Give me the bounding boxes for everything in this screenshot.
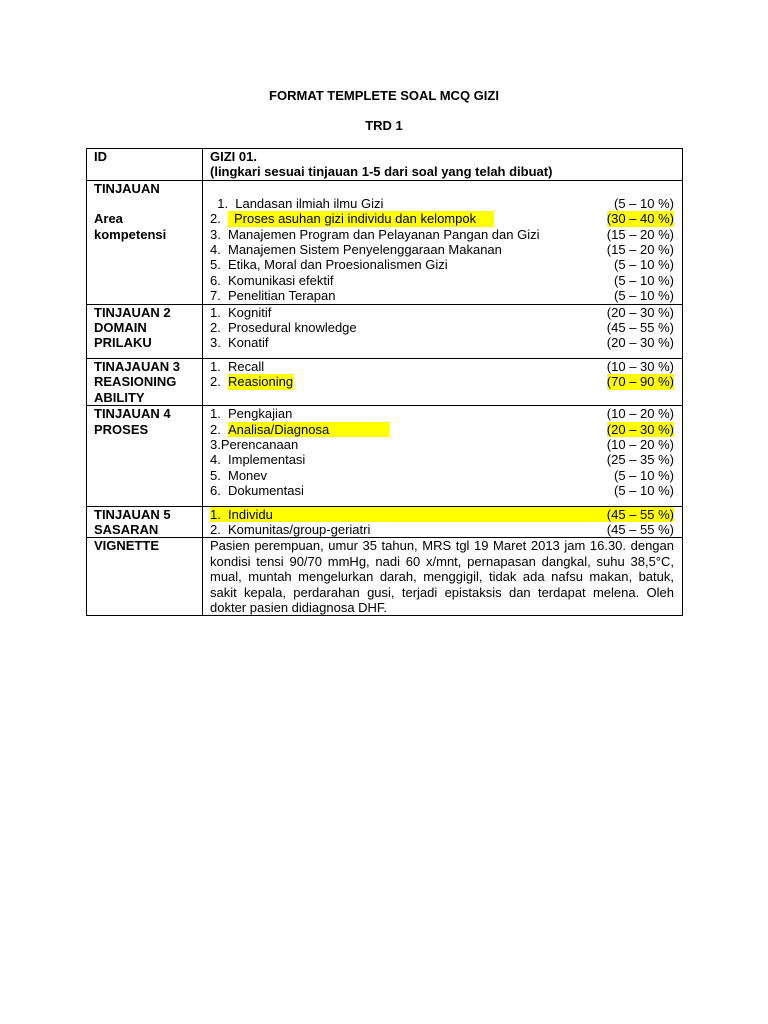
tinjauan5-row: [87, 506, 683, 538]
item-number: 1.: [210, 304, 221, 320]
mcq-template-table: [86, 148, 683, 616]
item-percentage: (70 – 90 %): [606, 374, 674, 390]
tinjauan3-items: [203, 358, 683, 405]
item-text: Manajemen Sistem Penyelenggaraan Makanan: [228, 242, 502, 258]
item-percentage: (5 – 10 %): [614, 272, 674, 288]
item-text: Implementasi: [228, 452, 306, 468]
tinjauan1-sublabel: Area kompetensi: [94, 211, 167, 242]
tinjauan5-label: TINJAUAN 5 SASARAN: [87, 506, 203, 538]
list-item: [210, 468, 674, 483]
item-percentage: (5 – 10 %): [614, 288, 674, 304]
vignette-text: Pasien perempuan, umur 35 tahun, MRS tgl 19 Maret 2013 jam 16.30. dengan kondisi tensi 90/70 mmHg, nadi 60 x/mnt, pernapasan dangkal, suhu 38,5°C, mual, muntah mengelurkan darah, menggigil, tidak ada nafsu makan, batuk, sakit kepala, perdarahan gusi, terjadi epistaksis dan terdapat melena. Oleh dokter pasien didiagnosa DHF.: [203, 538, 683, 616]
item-text: Dokumentasi: [228, 483, 304, 499]
item-percentage: (20 – 30 %): [606, 421, 674, 437]
list-item: [210, 288, 674, 303]
item-text: Individu: [228, 506, 273, 522]
item-percentage: (5 – 10 %): [614, 257, 674, 273]
item-text: Etika, Moral dan Proesionalismen Gizi: [228, 257, 448, 273]
list-item-highlighted: [210, 374, 674, 389]
item-number: 1.: [217, 195, 229, 211]
item-percentage: (45 – 55 %): [606, 506, 674, 522]
item-text: Komunikasi efektif: [228, 272, 334, 288]
id-cell: [203, 149, 683, 181]
item-text: Pengkajian: [228, 406, 293, 422]
item-percentage: (5 – 10 %): [614, 195, 674, 211]
list-item-highlighted: [210, 507, 674, 522]
item-percentage: (20 – 30 %): [606, 335, 674, 351]
tinjauan3-row: [87, 358, 683, 405]
item-text: Proses asuhan gizi individu dan kelompok: [228, 211, 494, 226]
item-text: Prosedural knowledge: [228, 320, 357, 336]
tinjauan3-label: TINAJAUAN 3 REASIONING ABILITY: [87, 358, 203, 405]
list-item: [210, 320, 674, 335]
item-number: 3.: [210, 436, 221, 452]
tinjauan2-row: [87, 304, 683, 358]
item-text: Perencanaan: [220, 436, 299, 452]
item-percentage: (5 – 10 %): [614, 483, 674, 499]
tinjauan1-label-cell: [87, 180, 203, 304]
tinjauan2-label: TINJAUAN 2 DOMAIN PRILAKU: [87, 304, 203, 358]
item-text: Recall: [228, 358, 265, 374]
id-value: GIZI 01.: [210, 149, 257, 164]
item-number: 4.: [210, 452, 221, 468]
item-percentage: (10 – 30 %): [606, 358, 674, 374]
list-item: [210, 437, 674, 452]
item-number: 6.: [210, 483, 221, 499]
vignette-label: VIGNETTE: [87, 538, 203, 616]
list-item-highlighted: [210, 211, 674, 226]
tinjauan2-items: [203, 304, 683, 358]
list-item: [210, 406, 674, 421]
tinjauan5-items: [203, 506, 683, 538]
item-number: 5.: [210, 467, 221, 483]
item-percentage: (45 – 55 %): [606, 521, 674, 537]
item-percentage: (5 – 10 %): [614, 467, 674, 483]
item-number: 2.: [210, 521, 221, 537]
id-note: (lingkari sesuai tinjauan 1-5 dari soal yang telah dibuat): [210, 164, 553, 180]
id-row: [87, 149, 683, 181]
item-text: Kognitif: [228, 304, 272, 320]
item-number: 2.: [210, 320, 221, 336]
item-text: Analisa/Diagnosa: [228, 422, 389, 437]
tinjauan4-row: [87, 406, 683, 506]
item-number: 6.: [210, 272, 221, 288]
item-number: 3.: [210, 335, 221, 351]
item-percentage: (25 – 35 %): [606, 452, 674, 468]
item-percentage: (20 – 30 %): [606, 304, 674, 320]
list-item: [210, 257, 674, 272]
list-item: [210, 305, 674, 320]
item-text: Penelitian Terapan: [228, 288, 336, 304]
vignette-row: [87, 538, 683, 616]
item-percentage: (15 – 20 %): [606, 242, 674, 258]
list-item: [210, 483, 674, 498]
list-item: [210, 335, 674, 350]
item-number: 2.: [210, 421, 221, 437]
list-item: [210, 452, 674, 467]
tinjauan4-label: TINJAUAN 4 PROSES: [87, 406, 203, 506]
item-number: 5.: [210, 257, 221, 273]
list-item-highlighted: [210, 422, 674, 437]
item-text: Konatif: [228, 335, 269, 351]
tinjauan1-items: [203, 180, 683, 304]
item-percentage: (30 – 40 %): [606, 211, 674, 227]
item-number: 1.: [210, 358, 221, 374]
tinjauan1-row: [87, 180, 683, 304]
tinjauan1-label: TINJAUAN: [94, 180, 160, 196]
document-title: FORMAT TEMPLETE SOAL MCQ GIZI: [269, 88, 499, 103]
item-percentage: (10 – 20 %): [606, 436, 674, 452]
item-text: Manajemen Program dan Pelayanan Pangan dan Gizi: [228, 226, 540, 242]
item-number: 2.: [210, 211, 221, 227]
item-number: 4.: [210, 242, 221, 258]
item-number: 2.: [210, 374, 221, 390]
item-number: 3.: [210, 226, 221, 242]
item-text: Reasioning: [228, 374, 294, 390]
item-number: 7.: [210, 288, 221, 304]
item-text: Monev: [228, 467, 268, 483]
item-percentage: (15 – 20 %): [606, 226, 674, 242]
list-item: [210, 227, 674, 242]
tinjauan4-items: [203, 406, 683, 506]
list-item: [210, 242, 674, 257]
item-text: Landasan ilmiah ilmu Gizi: [235, 195, 384, 211]
list-item: [210, 196, 674, 211]
item-percentage: (45 – 55 %): [606, 320, 674, 336]
item-number: 1.: [210, 406, 221, 422]
list-item: [210, 522, 674, 537]
list-item: [210, 359, 674, 374]
list-item: [210, 273, 674, 288]
document-subtitle: TRD 1: [365, 118, 403, 133]
item-percentage: (10 – 20 %): [606, 406, 674, 422]
item-text: Komunitas/group-geriatri: [228, 521, 371, 537]
id-label: ID: [87, 149, 203, 181]
item-number: 1.: [210, 506, 221, 522]
